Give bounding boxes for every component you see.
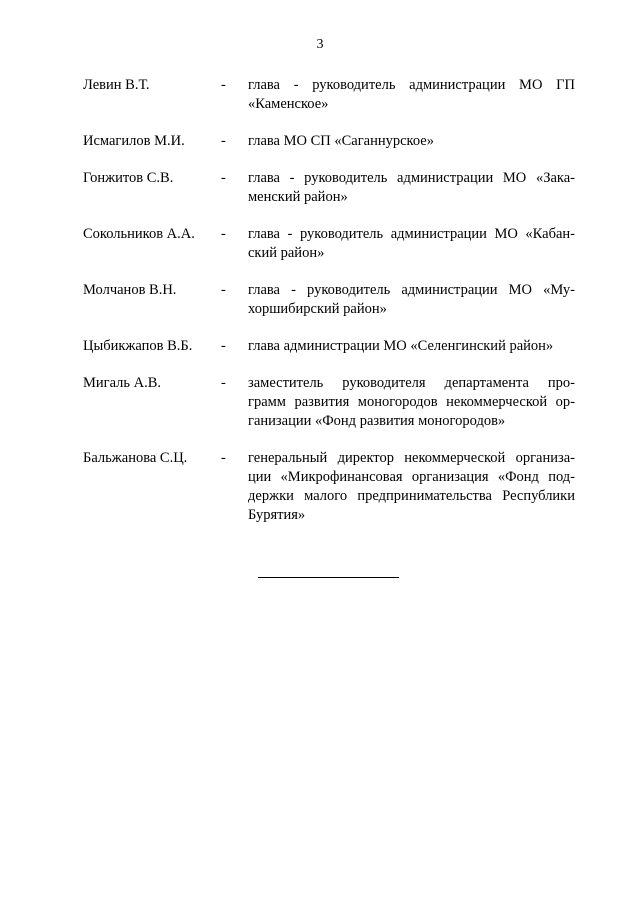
member-name: Сокольников А.А. xyxy=(83,226,195,242)
dash-separator: - xyxy=(221,375,226,391)
role-line: глава - руководитель администрации МО «Кабан- xyxy=(248,226,575,242)
role-line: глава администрации МО «Селенгинский район» xyxy=(248,338,554,354)
role-line: ский район» xyxy=(248,245,325,261)
role-line: держки малого предпринимательства Республики xyxy=(248,488,575,504)
role-line: «Каменское» xyxy=(248,96,329,112)
list-item xyxy=(83,374,583,431)
member-role xyxy=(248,132,575,151)
list-item xyxy=(83,169,583,207)
member-role xyxy=(248,281,575,319)
role-line: хоршибирский район» xyxy=(248,301,387,317)
dash-separator: - xyxy=(221,77,226,93)
dash-separator: - xyxy=(221,133,226,149)
member-role xyxy=(248,374,575,431)
dash-separator: - xyxy=(221,338,226,354)
role-line: глава - руководитель администрации МО ГП xyxy=(248,77,575,93)
role-line: генеральный директор некоммерческой организа- xyxy=(248,450,575,466)
role-line: ции «Микрофинансовая организация «Фонд под- xyxy=(248,469,575,485)
dash-separator: - xyxy=(221,226,226,242)
role-line: глава - руководитель администрации МО «Му- xyxy=(248,282,575,298)
role-line: Бурятия» xyxy=(248,507,306,523)
role-line: заместитель руководителя департамента про- xyxy=(248,375,575,391)
member-role xyxy=(248,76,575,114)
dash-separator: - xyxy=(221,282,226,298)
member-name: Молчанов В.Н. xyxy=(83,282,177,298)
role-line: менский район» xyxy=(248,189,348,205)
member-name: Мигаль А.В. xyxy=(83,375,162,391)
role-line: грамм развития моногородов некоммерческой ор- xyxy=(248,394,575,410)
list-item xyxy=(83,449,583,525)
member-list xyxy=(83,76,583,543)
member-role xyxy=(248,169,575,207)
end-separator-line xyxy=(258,577,399,578)
member-role xyxy=(248,337,575,356)
member-name: Исмагилов М.И. xyxy=(83,133,185,149)
member-name: Гонжитов С.В. xyxy=(83,170,174,186)
page-number: 3 xyxy=(316,37,324,52)
role-line: глава - руководитель администрации МО «Зака- xyxy=(248,170,575,186)
role-line: ганизации «Фонд развития моногородов» xyxy=(248,413,506,429)
list-item xyxy=(83,337,583,356)
list-item xyxy=(83,132,583,151)
list-item xyxy=(83,76,583,114)
list-item xyxy=(83,281,583,319)
role-line: глава МО СП «Саганнурское» xyxy=(248,133,434,149)
member-name: Цыбикжапов В.Б. xyxy=(83,338,193,354)
member-role xyxy=(248,449,575,525)
member-name: Бальжанова С.Ц. xyxy=(83,450,188,466)
member-role xyxy=(248,225,575,263)
member-name: Левин В.Т. xyxy=(83,77,150,93)
dash-separator: - xyxy=(221,450,226,466)
list-item xyxy=(83,225,583,263)
dash-separator: - xyxy=(221,170,226,186)
